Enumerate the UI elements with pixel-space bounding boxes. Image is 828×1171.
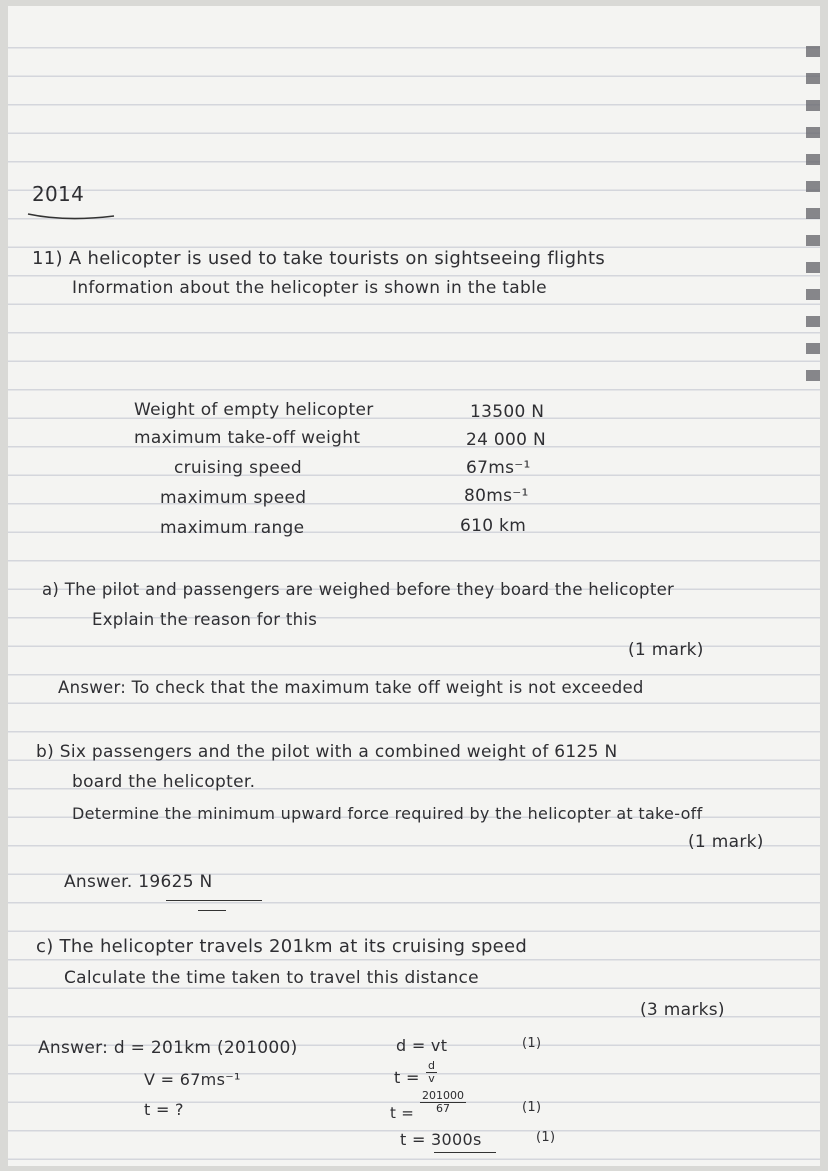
part-c-line-1: c) The helicopter travels 201km at its cruising speed [36, 936, 528, 957]
equation-2-denominator: v [428, 1072, 435, 1085]
equation-2-lhs: t = [394, 1068, 420, 1087]
equation-1: d = vt [396, 1036, 448, 1055]
equation-3-numerator: 201000 [422, 1089, 464, 1102]
part-b-line-2: board the helicopter. [72, 772, 256, 792]
year-underline [26, 208, 116, 222]
table-row-label: maximum range [160, 518, 305, 538]
part-c-answer-time: t = ? [144, 1100, 184, 1119]
question-line-1: 11) A helicopter is used to take tourists on sightseeing flights [32, 248, 606, 269]
table-row-label: Weight of empty helicopter [134, 400, 374, 420]
equation-3-fraction [420, 1090, 466, 1115]
table-row-label: maximum take-off weight [134, 428, 361, 448]
equation-4-mark: (1) [536, 1130, 556, 1145]
table-row-label: maximum speed [160, 488, 307, 508]
table-row-value: 80ms⁻¹ [464, 486, 529, 506]
part-a-answer: Answer: To check that the maximum take off weight is not exceeded [58, 678, 644, 697]
equation-3-lhs: t = [390, 1104, 415, 1122]
equation-3-mark: (1) [522, 1100, 542, 1115]
equation-3-denominator: 67 [436, 1102, 450, 1115]
equation-4-underline [434, 1152, 496, 1153]
year-heading: 2014 [32, 182, 85, 206]
part-c-answer-distance: Answer: d = 201km (201000) [38, 1038, 298, 1058]
part-b-line-3: Determine the minimum upward force required by the helicopter at take-off [72, 804, 703, 823]
equation-2-fraction [426, 1060, 437, 1085]
part-c-marks: (3 marks) [640, 1000, 725, 1020]
part-a-line-1: a) The pilot and passengers are weighed before they board the helicopter [42, 580, 675, 599]
table-row-value: 13500 N [470, 402, 545, 422]
part-a-marks: (1 mark) [628, 640, 704, 660]
part-b-line-1: b) Six passengers and the pilot with a combined weight of 6125 N [36, 742, 618, 762]
table-row-value: 67ms⁻¹ [466, 458, 531, 478]
part-b-marks: (1 mark) [688, 832, 764, 852]
question-line-2: Information about the helicopter is shown in the table [72, 278, 547, 298]
equation-4: t = 3000s [400, 1130, 482, 1149]
notebook-binding [806, 46, 820, 386]
table-row-value: 610 km [460, 516, 527, 536]
part-c-answer-speed: V = 67ms⁻¹ [144, 1070, 241, 1089]
notebook-page [8, 6, 820, 1166]
equation-1-mark: (1) [522, 1036, 542, 1051]
part-b-answer-underline-short [198, 910, 226, 911]
table-row-value: 24 000 N [466, 430, 547, 450]
equation-2-numerator: d [428, 1059, 435, 1072]
part-c-line-2: Calculate the time taken to travel this distance [64, 968, 479, 988]
part-b-answer-underline [166, 900, 262, 901]
part-b-answer: Answer. 19625 N [64, 872, 213, 892]
table-row-label: cruising speed [174, 458, 302, 478]
part-a-line-2: Explain the reason for this [92, 610, 318, 629]
